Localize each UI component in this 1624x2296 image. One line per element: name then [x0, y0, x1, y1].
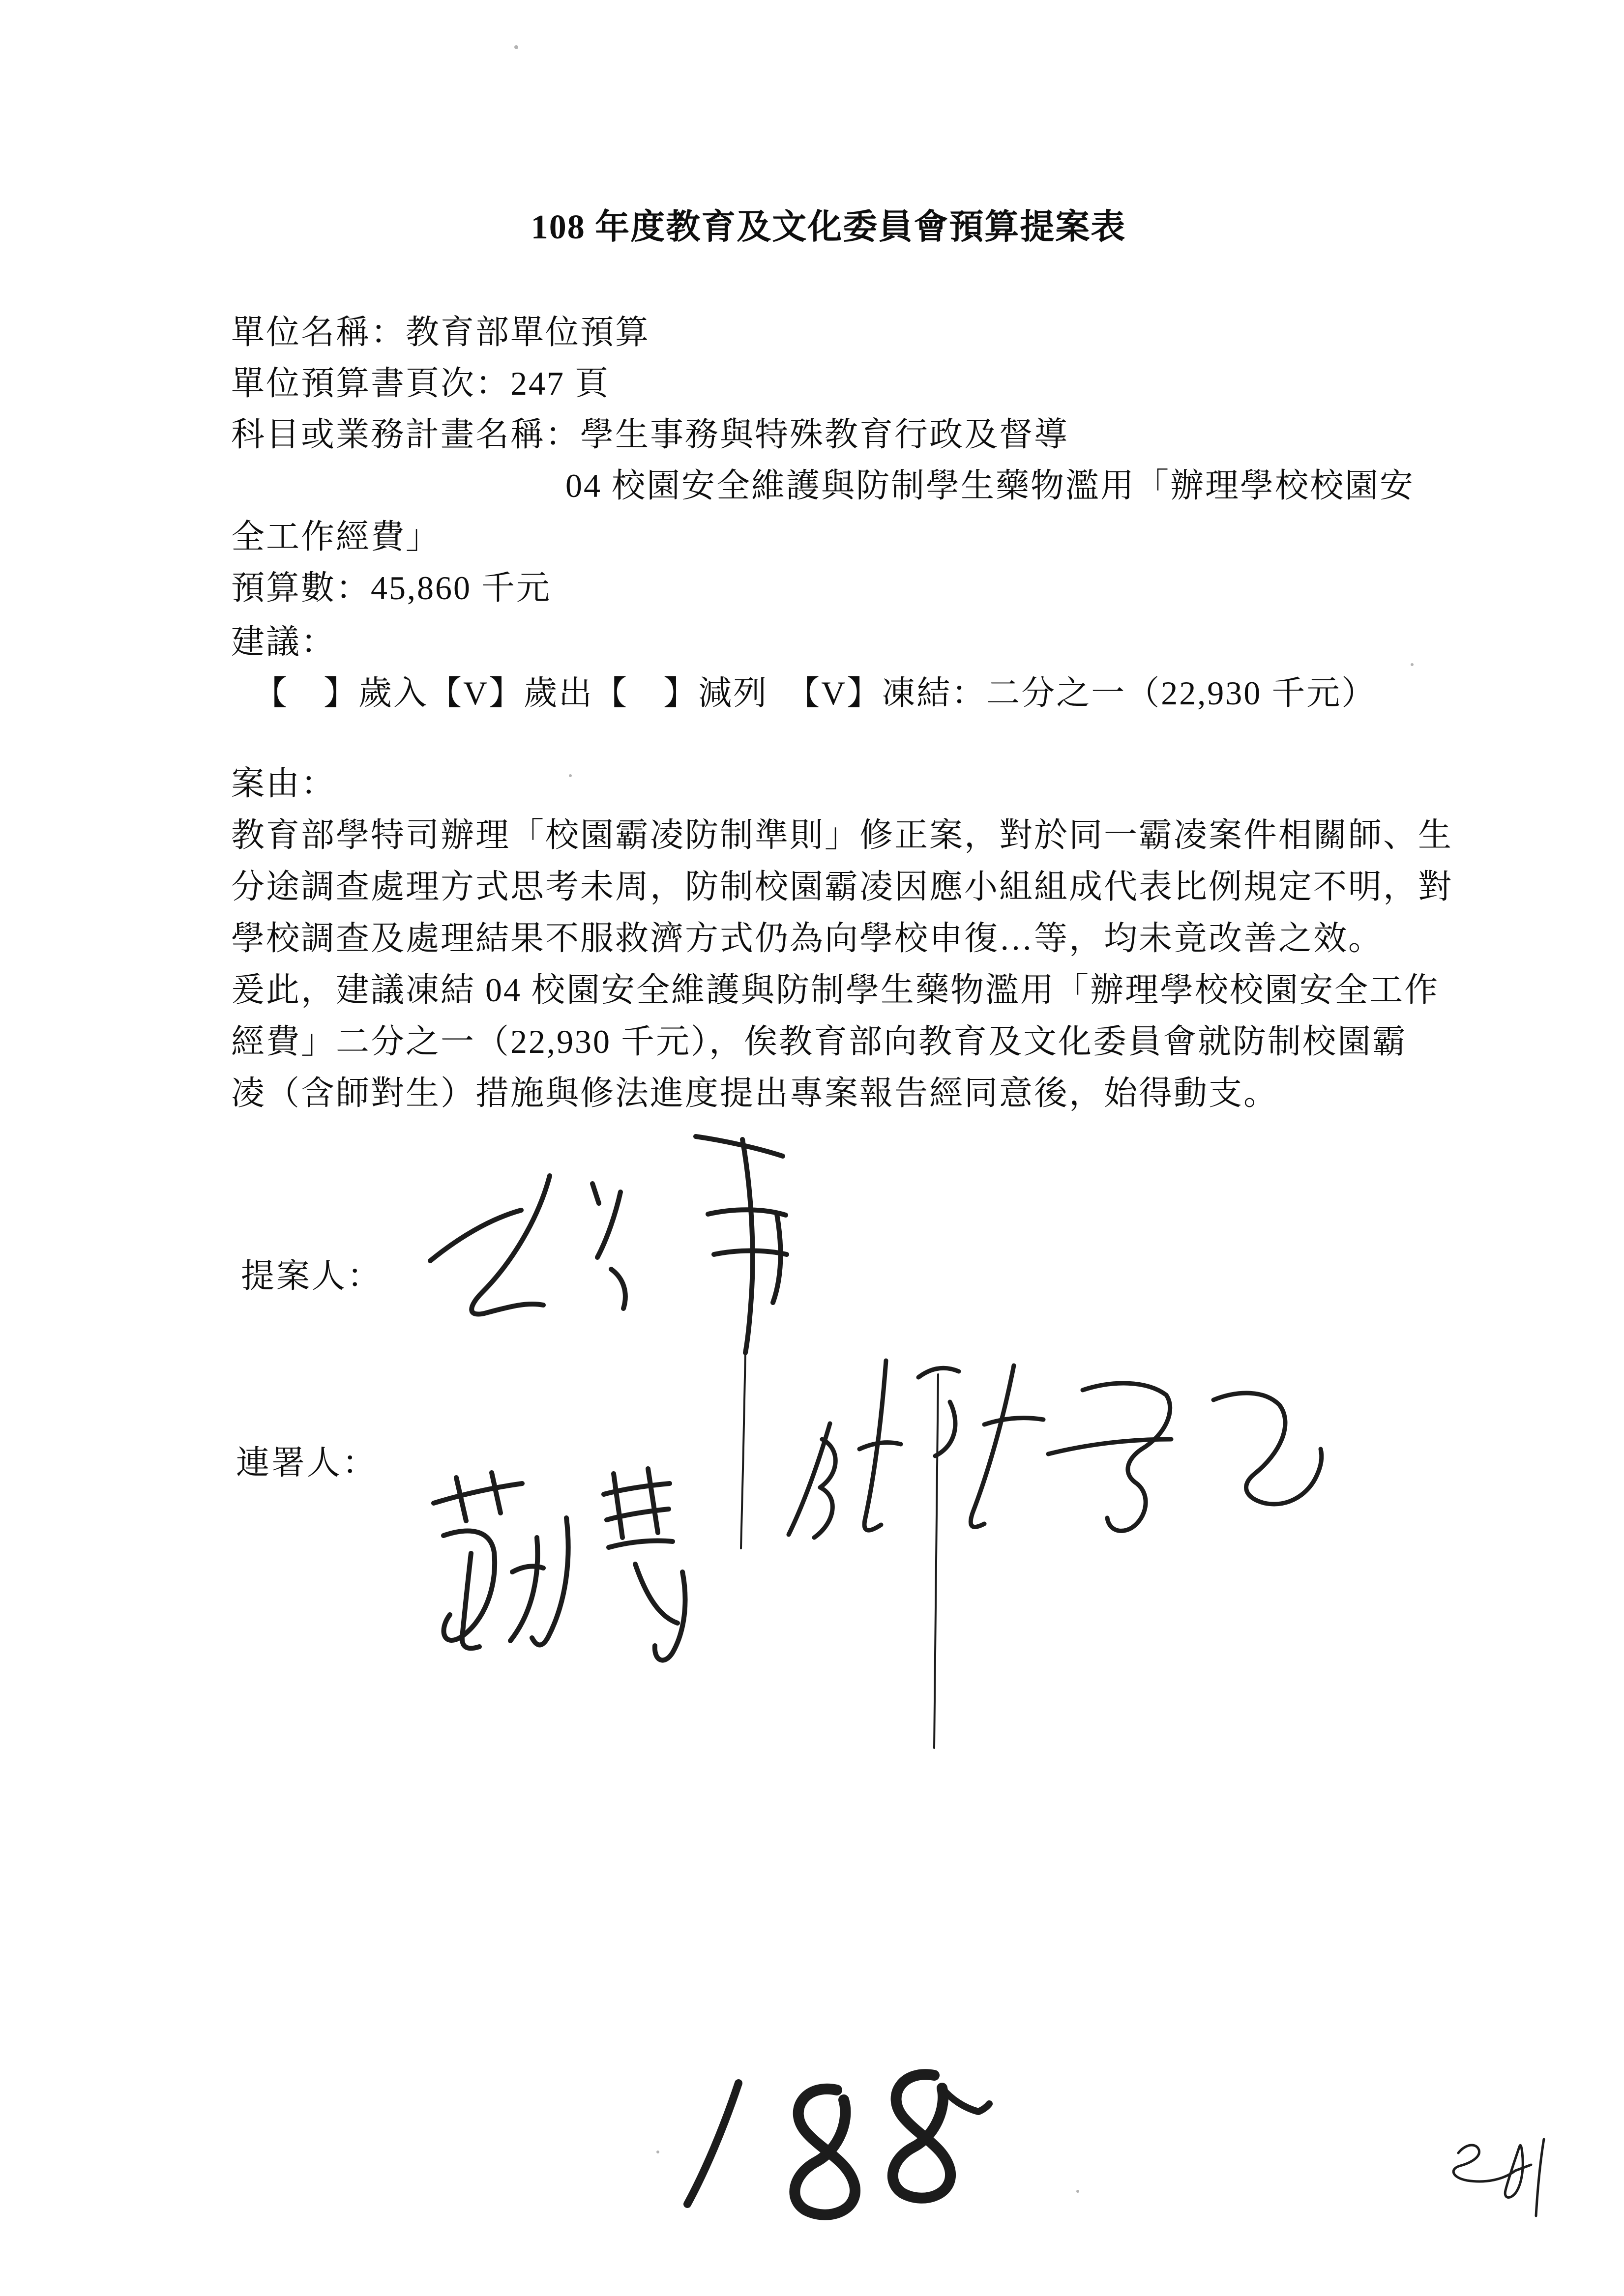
- subject-name-line-2: 04 校園安全維護與防制學生藥物濫用「辦理學校校園安: [565, 467, 1415, 504]
- cosigner-signature-1: [434, 1469, 685, 1660]
- cosigner-label: 連署人：: [236, 1444, 378, 1482]
- scan-noise: [514, 45, 1414, 2193]
- subject-name-line-3: 全工作經費」: [231, 518, 441, 555]
- handwritten-page-number: [687, 2074, 989, 2214]
- subject-name-line-1: 科目或業務計畫名稱：學生事務與特殊教育行政及督導: [231, 416, 1069, 453]
- proposer-signature: [430, 1136, 787, 1548]
- budget-amount-line: 預算數：45,860 千元: [231, 569, 552, 607]
- case-text-line: 分途調查處理方式思考未周，防制校園霸凌因應小組組成代表比例規定不明，對: [231, 868, 1453, 905]
- budget-book-page-line: 單位預算書頁次：247 頁: [231, 365, 610, 402]
- unit-name-line: 單位名稱：教育部單位預算: [231, 314, 650, 351]
- case-text-line: 爰此，建議凍結 04 校園安全維護與防制學生藥物濫用「辦理學校校園安全工作: [231, 971, 1440, 1009]
- suggestion-options-line: 【 】歲入【V】歲出【 】減列 【V】凍結：二分之一（22,930 千元）: [254, 674, 1377, 712]
- proposer-label: 提案人：: [241, 1257, 383, 1295]
- case-text-line: 凌（含師對生）措施與修法進度提出專案報告經同意後，始得動支。: [231, 1075, 1279, 1112]
- case-text-line: 學校調查及處理結果不服救濟方式仍為向學校申復…等，均未竟改善之效。: [231, 920, 1384, 957]
- page-title: 108 年度教育及文化委員會預算提案表: [531, 208, 1126, 246]
- corner-mark: [1453, 2139, 1544, 2216]
- suggestion-label: 建議：: [231, 623, 336, 661]
- case-text-line: 經費」二分之一（22,930 千元），俟教育部向教育及文化委員會就防制校園霸: [231, 1023, 1408, 1060]
- case-label: 案由：: [231, 765, 336, 802]
- cosigner-signature-2: [789, 1361, 1322, 1748]
- case-text-line: 教育部學特司辦理「校園霸凌防制準則」修正案，對於同一霸凌案件相關師、生: [231, 816, 1453, 854]
